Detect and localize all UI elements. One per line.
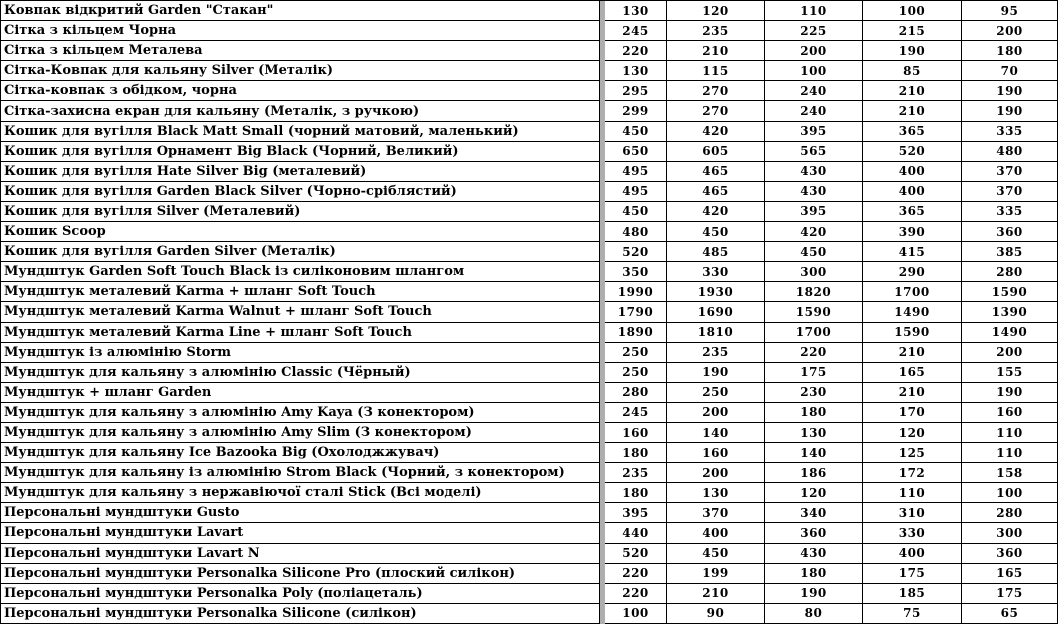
price-cell-5[interactable]: 1390 [962,302,1058,322]
price-cell-3[interactable]: 220 [765,343,863,363]
price-cell-4[interactable]: 415 [863,242,962,262]
price-cell-4[interactable]: 210 [863,343,962,363]
product-name-cell[interactable]: Мундштук металевий Karma Walnut + шланг Soft Touch [0,302,600,322]
table-row [0,202,1058,222]
product-name-cell[interactable]: Кошик для вугілля Garden Black Silver (Чорно-сріблястий) [0,182,600,202]
table-row [0,81,1058,101]
price-cell-1[interactable]: 299 [605,101,667,121]
product-name-cell[interactable]: Кошик для вугілля Silver (Металевий) [0,202,600,222]
price-cell-5[interactable]: 65 [962,604,1058,624]
product-name-cell[interactable]: Сітка з кільцем Чорна [0,21,600,41]
price-cell-3[interactable]: 140 [765,443,863,463]
price-cell-2[interactable]: 420 [667,122,765,142]
product-name-cell[interactable]: Персональні мундштуки Lavart [0,523,600,543]
price-cell-1[interactable]: 1990 [605,282,667,302]
price-cell-2[interactable]: 90 [667,604,765,624]
price-cell-2[interactable]: 1930 [667,282,765,302]
price-cell-4[interactable]: 75 [863,604,962,624]
price-cell-3[interactable]: 120 [765,483,863,503]
table-row [0,483,1058,503]
price-cell-1[interactable]: 180 [605,483,667,503]
price-cell-3[interactable]: 180 [765,403,863,423]
price-cell-5[interactable]: 1590 [962,282,1058,302]
price-cell-1[interactable]: 220 [605,41,667,61]
price-cell-2[interactable]: 120 [667,1,765,21]
price-cell-4[interactable]: 190 [863,41,962,61]
price-cell-3[interactable]: 240 [765,101,863,121]
product-name-cell[interactable]: Мундштук + шланг Garden [0,383,600,403]
price-cell-1[interactable]: 220 [605,584,667,604]
price-cell-5[interactable]: 155 [962,363,1058,383]
price-cell-2[interactable]: 605 [667,142,765,162]
price-cell-1[interactable]: 495 [605,162,667,182]
price-cell-5[interactable]: 360 [962,544,1058,564]
product-name-cell[interactable]: Персональні мундштуки Personalka Silicone (силікон) [0,604,600,624]
price-cell-4[interactable]: 330 [863,523,962,543]
price-cell-5[interactable]: 190 [962,101,1058,121]
price-cell-2[interactable]: 400 [667,523,765,543]
table-row [0,21,1058,41]
price-cell-3[interactable]: 130 [765,423,863,443]
price-cell-3[interactable]: 565 [765,142,863,162]
price-cell-5[interactable]: 370 [962,182,1058,202]
price-cell-4[interactable]: 520 [863,142,962,162]
product-name-cell[interactable]: Персональні мундштуки Gusto [0,503,600,523]
price-cell-5[interactable]: 175 [962,584,1058,604]
price-cell-2[interactable]: 1690 [667,302,765,322]
price-cell-4[interactable]: 125 [863,443,962,463]
price-cell-4[interactable]: 85 [863,61,962,81]
price-cell-1[interactable]: 250 [605,363,667,383]
price-cell-4[interactable]: 120 [863,423,962,443]
table-row [0,302,1058,322]
table-row [0,383,1058,403]
price-cell-1[interactable]: 130 [605,1,667,21]
price-cell-2[interactable]: 420 [667,202,765,222]
price-cell-3[interactable]: 175 [765,363,863,383]
product-name-cell[interactable]: Кошик для вугілля Black Matt Small (чорний матовий, маленький) [0,122,600,142]
price-cell-4[interactable]: 165 [863,363,962,383]
product-name-cell[interactable]: Мундштук для кальяну з алюмінію Amy Kaya (З конектором) [0,403,600,423]
price-cell-4[interactable]: 1490 [863,302,962,322]
price-cell-2[interactable]: 370 [667,503,765,523]
price-cell-2[interactable]: 450 [667,222,765,242]
price-cell-1[interactable]: 520 [605,242,667,262]
product-name-cell[interactable]: Мундштук для кальяну з нержавіючої сталі Stick (Всі моделі) [0,483,600,503]
table-row [0,262,1058,282]
price-cell-5[interactable]: 200 [962,21,1058,41]
price-cell-1[interactable]: 395 [605,503,667,523]
price-cell-5[interactable]: 335 [962,122,1058,142]
price-cell-2[interactable]: 130 [667,483,765,503]
table-row [0,503,1058,523]
product-name-cell[interactable]: Мундштук для кальяну Ice Bazooka Big (Охолоджжувач) [0,443,600,463]
product-name-cell[interactable]: Кошик для вугілля Garden Silver (Металік) [0,242,600,262]
price-cell-3[interactable]: 200 [765,41,863,61]
price-cell-4[interactable]: 215 [863,21,962,41]
price-cell-2[interactable]: 1810 [667,323,765,343]
price-cell-5[interactable]: 300 [962,523,1058,543]
price-cell-1[interactable]: 350 [605,262,667,282]
price-cell-2[interactable]: 330 [667,262,765,282]
price-cell-5[interactable]: 100 [962,483,1058,503]
price-cell-2[interactable]: 465 [667,182,765,202]
price-cell-3[interactable]: 450 [765,242,863,262]
product-name-cell[interactable]: Сітка-ковпак з обідком, чорна [0,81,600,101]
price-cell-1[interactable]: 180 [605,443,667,463]
price-cell-3[interactable]: 395 [765,122,863,142]
product-name-cell[interactable]: Сітка-Ковпак для кальяну Silver (Металік) [0,61,600,81]
product-name-cell[interactable]: Мундштук для кальяну з алюмінію Classic (Чёрный) [0,363,600,383]
price-cell-1[interactable]: 450 [605,122,667,142]
price-cell-4[interactable]: 365 [863,202,962,222]
table-row [0,423,1058,443]
price-cell-4[interactable]: 290 [863,262,962,282]
product-name-cell[interactable]: Кошик для вугілля Hate Silver Big (металевий) [0,162,600,182]
price-cell-3[interactable]: 240 [765,81,863,101]
price-cell-5[interactable]: 190 [962,81,1058,101]
table-row [0,101,1058,121]
price-cell-2[interactable]: 270 [667,81,765,101]
price-cell-4[interactable]: 210 [863,383,962,403]
product-name-cell[interactable]: Мундштук із алюмінію Storm [0,343,600,363]
price-cell-5[interactable]: 180 [962,41,1058,61]
product-name-cell[interactable]: Персональні мундштуки Personalka Silicone Pro (плоский силікон) [0,564,600,584]
price-cell-4[interactable]: 1700 [863,282,962,302]
table-row [0,363,1058,383]
table-row [0,61,1058,81]
price-cell-4[interactable]: 110 [863,483,962,503]
price-cell-3[interactable]: 230 [765,383,863,403]
price-cell-3[interactable]: 1700 [765,323,863,343]
table-row [0,1,1058,21]
price-cell-2[interactable]: 190 [667,363,765,383]
price-cell-1[interactable]: 130 [605,61,667,81]
price-cell-2[interactable]: 465 [667,162,765,182]
price-cell-3[interactable]: 420 [765,222,863,242]
price-cell-3[interactable]: 1820 [765,282,863,302]
table-row [0,122,1058,142]
table-row [0,323,1058,343]
price-cell-2[interactable]: 235 [667,21,765,41]
price-cell-1[interactable]: 245 [605,21,667,41]
price-cell-3[interactable]: 110 [765,1,863,21]
price-cell-5[interactable]: 280 [962,503,1058,523]
product-name-cell[interactable]: Персональні мундштуки Personalka Poly (поліацеталь) [0,584,600,604]
price-cell-5[interactable]: 95 [962,1,1058,21]
table-row [0,182,1058,202]
table-row [0,343,1058,363]
price-cell-1[interactable]: 160 [605,423,667,443]
price-cell-1[interactable]: 245 [605,403,667,423]
price-cell-5[interactable]: 335 [962,202,1058,222]
table-row [0,222,1058,242]
price-cell-2[interactable]: 485 [667,242,765,262]
price-cell-1[interactable]: 650 [605,142,667,162]
price-cell-4[interactable]: 400 [863,162,962,182]
price-cell-4[interactable]: 1590 [863,323,962,343]
price-cell-2[interactable]: 200 [667,403,765,423]
price-cell-3[interactable]: 340 [765,503,863,523]
price-cell-3[interactable]: 190 [765,584,863,604]
table-row [0,41,1058,61]
price-cell-1[interactable]: 450 [605,202,667,222]
price-cell-5[interactable]: 370 [962,162,1058,182]
price-cell-3[interactable]: 1590 [765,302,863,322]
price-cell-3[interactable]: 300 [765,262,863,282]
price-cell-2[interactable]: 250 [667,383,765,403]
price-cell-1[interactable]: 235 [605,463,667,483]
table-row [0,584,1058,604]
price-cell-4[interactable]: 400 [863,544,962,564]
table-row [0,544,1058,564]
price-cell-4[interactable]: 100 [863,1,962,21]
table-row [0,443,1058,463]
price-cell-5[interactable]: 480 [962,142,1058,162]
price-cell-2[interactable]: 199 [667,564,765,584]
price-cell-2[interactable]: 450 [667,544,765,564]
price-cell-5[interactable]: 360 [962,222,1058,242]
price-cell-4[interactable]: 175 [863,564,962,584]
product-name-cell[interactable]: Сітка з кільцем Металева [0,41,600,61]
price-cell-5[interactable]: 110 [962,443,1058,463]
table-row [0,142,1058,162]
product-name-cell[interactable]: Кошик Scoop [0,222,600,242]
price-cell-3[interactable]: 80 [765,604,863,624]
price-cell-5[interactable]: 385 [962,242,1058,262]
price-cell-3[interactable]: 100 [765,61,863,81]
product-name-cell[interactable]: Мундштук для кальяну з алюмінію Amy Slim (З конектором) [0,423,600,443]
price-cell-4[interactable]: 400 [863,182,962,202]
price-cell-2[interactable]: 160 [667,443,765,463]
price-cell-5[interactable]: 158 [962,463,1058,483]
price-cell-3[interactable]: 395 [765,202,863,222]
price-cell-1[interactable]: 520 [605,544,667,564]
price-cell-1[interactable]: 295 [605,81,667,101]
price-cell-5[interactable]: 190 [962,383,1058,403]
price-cell-4[interactable]: 310 [863,503,962,523]
table-row [0,403,1058,423]
price-cell-1[interactable]: 495 [605,182,667,202]
price-cell-4[interactable]: 390 [863,222,962,242]
price-cell-4[interactable]: 210 [863,101,962,121]
product-name-cell[interactable]: Мундштук металевий Karma + шланг Soft Touch [0,282,600,302]
product-name-cell[interactable]: Персональні мундштуки Lavart N [0,544,600,564]
price-cell-4[interactable]: 170 [863,403,962,423]
table-row [0,564,1058,584]
price-cell-3[interactable]: 430 [765,162,863,182]
table-row [0,242,1058,262]
price-cell-5[interactable]: 1490 [962,323,1058,343]
price-cell-2[interactable]: 115 [667,61,765,81]
price-cell-3[interactable]: 430 [765,182,863,202]
price-cell-4[interactable]: 185 [863,584,962,604]
price-cell-1[interactable]: 280 [605,383,667,403]
table-row [0,523,1058,543]
price-cell-4[interactable]: 365 [863,122,962,142]
table-row [0,463,1058,483]
table-row [0,604,1058,624]
price-cell-5[interactable]: 165 [962,564,1058,584]
product-name-cell[interactable]: Сітка-захисна екран для кальяну (Металік, з ручкою) [0,101,600,121]
price-cell-4[interactable]: 210 [863,81,962,101]
price-cell-2[interactable]: 270 [667,101,765,121]
price-cell-3[interactable]: 180 [765,564,863,584]
price-cell-3[interactable]: 360 [765,523,863,543]
table-row [0,282,1058,302]
price-cell-2[interactable]: 140 [667,423,765,443]
price-cell-3[interactable]: 225 [765,21,863,41]
price-cell-1[interactable]: 1790 [605,302,667,322]
product-name-cell[interactable]: Мундштук Garden Soft Touch Black із силіконовим шлангом [0,262,600,282]
product-name-cell[interactable]: Ковпак відкритий Garden "Стакан" [0,1,600,21]
product-name-cell[interactable]: Мундштук металевий Karma Line + шланг Soft Touch [0,323,600,343]
price-cell-2[interactable]: 200 [667,463,765,483]
price-cell-3[interactable]: 186 [765,463,863,483]
product-name-cell[interactable]: Мундштук для кальяну із алюмінію Strom Black (Чорний, з конектором) [0,463,600,483]
price-cell-5[interactable]: 70 [962,61,1058,81]
price-cell-1[interactable]: 440 [605,523,667,543]
price-cell-3[interactable]: 430 [765,544,863,564]
price-cell-5[interactable]: 280 [962,262,1058,282]
price-cell-4[interactable]: 172 [863,463,962,483]
product-name-cell[interactable]: Кошик для вугілля Орнамент Big Black (Чорний, Великий) [0,142,600,162]
price-cell-1[interactable]: 1890 [605,323,667,343]
table-row [0,162,1058,182]
price-cell-2[interactable]: 210 [667,584,765,604]
price-cell-1[interactable]: 100 [605,604,667,624]
price-cell-2[interactable]: 235 [667,343,765,363]
price-cell-5[interactable]: 110 [962,423,1058,443]
price-cell-1[interactable]: 250 [605,343,667,363]
price-cell-1[interactable]: 220 [605,564,667,584]
price-cell-2[interactable]: 210 [667,41,765,61]
price-cell-5[interactable]: 200 [962,343,1058,363]
price-cell-1[interactable]: 480 [605,222,667,242]
price-cell-5[interactable]: 160 [962,403,1058,423]
